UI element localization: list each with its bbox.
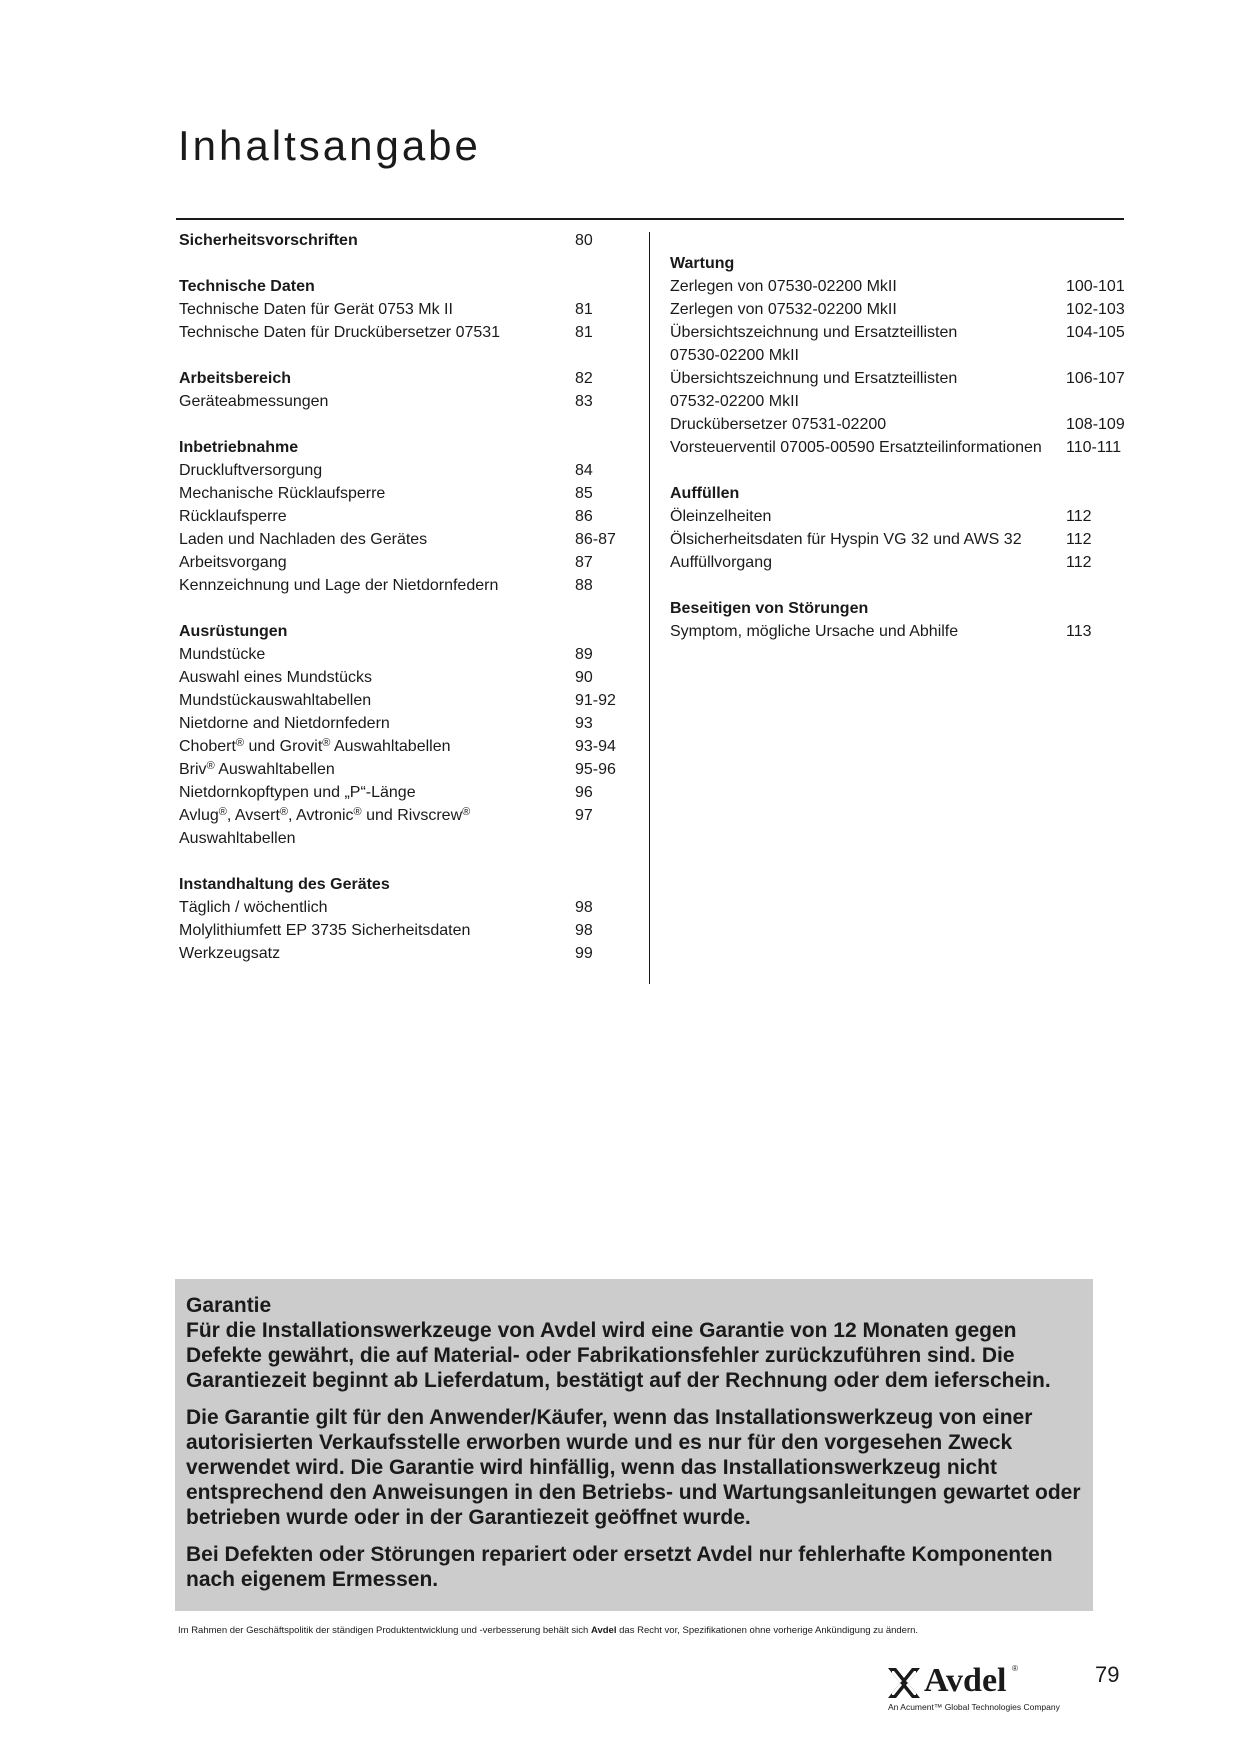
toc-entry bbox=[179, 551, 619, 574]
toc-entry-page: 89 bbox=[575, 646, 593, 663]
toc-entry-label: Druckluftversorgung bbox=[179, 462, 323, 479]
toc-entry-page: 102-103 bbox=[1066, 301, 1125, 318]
toc-entry-page: 112 bbox=[1066, 508, 1092, 525]
toc-entry-label: Kennzeichnung und Lage der Nietdornfedern bbox=[179, 577, 499, 594]
toc-entry-label: Technische Daten für Druckübersetzer 07531 bbox=[179, 324, 501, 341]
toc-entry bbox=[179, 781, 619, 804]
toc-entry bbox=[179, 643, 619, 666]
toc-section-heading bbox=[179, 436, 619, 459]
toc-section-heading bbox=[179, 873, 619, 896]
toc-section bbox=[179, 436, 619, 597]
toc-entry-page: 86 bbox=[575, 508, 593, 525]
toc-entry-page: 112 bbox=[1066, 531, 1092, 548]
toc-entry-label: Täglich / wöchentlich bbox=[179, 899, 328, 916]
toc-entry bbox=[179, 321, 619, 344]
toc-heading-page: 82 bbox=[575, 370, 593, 387]
column-divider bbox=[649, 232, 650, 984]
toc-entry-label: Zerlegen von 07530-02200 MkII bbox=[670, 278, 897, 295]
toc-section bbox=[179, 367, 619, 413]
toc-entry-page: 112 bbox=[1066, 554, 1092, 571]
toc-heading-label: Ausrüstungen bbox=[179, 623, 288, 640]
page-number: 79 bbox=[1095, 1662, 1120, 1687]
toc-entry-label: Ölsicherheitsdaten für Hyspin VG 32 und AWS 32 bbox=[670, 531, 1022, 548]
toc-entry-page: 90 bbox=[575, 669, 593, 686]
avdel-logo-mark-icon bbox=[888, 1668, 920, 1698]
toc-entry bbox=[179, 689, 619, 712]
toc-entry bbox=[179, 528, 619, 551]
toc-entry-page: 106-107 bbox=[1066, 370, 1125, 387]
toc-entry-label: Chobert® und Grovit® Auswahltabellen bbox=[179, 737, 451, 755]
toc-heading-page: 80 bbox=[575, 232, 593, 249]
toc-entry-label: Werkzeugsatz bbox=[179, 945, 281, 962]
toc-entry-page: 99 bbox=[575, 945, 593, 962]
toc-section-heading bbox=[179, 367, 619, 390]
footnote-brand: Avdel bbox=[590, 1625, 617, 1636]
toc-entry-label: Öleinzelheiten bbox=[670, 508, 772, 525]
toc-entry bbox=[179, 574, 619, 597]
toc-heading-label: Auffüllen bbox=[670, 485, 740, 502]
toc-section-heading bbox=[179, 275, 619, 298]
toc-entry bbox=[670, 528, 1130, 551]
toc-entry bbox=[670, 321, 1130, 367]
toc-entry-page: 93-94 bbox=[575, 738, 616, 755]
guarantee-paragraph: Die Garantie gilt für den Anwender/Käufer, wenn das Installationswerkzeug von einer autorisierten Verkaufsstelle erworben wurde und es nur für den vorgesehen Zweck verwendet wird. Die Garantie wird hinfällig, wenn das Installationswerkzeug nicht entsprechend den Anweisungen in den Betriebs- und Wartungsanleitungen gewartet oder betrieben wurde oder in der Garantiezeit geöffnet wurde. bbox=[186, 1406, 1081, 1529]
toc-entry-label: Zerlegen von 07532-02200 MkII bbox=[670, 301, 897, 318]
toc-entry bbox=[670, 620, 1130, 643]
toc-right-column bbox=[670, 252, 1130, 666]
toc-entry-label: Laden und Nachladen des Gerätes bbox=[179, 531, 428, 548]
footnote-text: das Recht vor, Spezifikationen ohne vorherige Ankündigung zu ändern. bbox=[616, 1625, 919, 1636]
footnote-text: Im Rahmen der Geschäftspolitik der ständigen Produktentwicklung und -verbesserung behält sich bbox=[178, 1625, 591, 1636]
toc-entry-label: Rücklaufsperre bbox=[179, 508, 287, 525]
toc-entry-label: Geräteabmessungen bbox=[179, 393, 329, 410]
toc-entry-label: Avlug®, Avsert®, Avtronic® und Rivscrew® Auswahltabellen bbox=[179, 806, 471, 847]
toc-heading-label: Instandhaltung des Gerätes bbox=[179, 876, 390, 893]
toc-entry-label: Arbeitsvorgang bbox=[179, 554, 287, 571]
toc-entry-page: 100-101 bbox=[1066, 278, 1125, 295]
toc-entry bbox=[670, 551, 1130, 574]
toc-entry bbox=[179, 804, 619, 850]
toc-entry-label: Symptom, mögliche Ursache und Abhilfe bbox=[670, 623, 959, 640]
toc-entry-label: Übersichtszeichnung und Ersatzteillisten 07530-02200 MkII bbox=[670, 324, 958, 364]
toc-entry bbox=[670, 505, 1130, 528]
toc-entry-label: Molylithiumfett EP 3735 Sicherheitsdaten bbox=[179, 922, 471, 939]
toc-section bbox=[670, 252, 1130, 459]
toc-entry-label: Mundstückauswahltabellen bbox=[179, 692, 372, 709]
toc-entry-page: 95-96 bbox=[575, 761, 616, 778]
toc-entry-page: 108-109 bbox=[1066, 416, 1125, 433]
toc-entry bbox=[179, 505, 619, 528]
toc-heading-label: Sicherheitsvorschriften bbox=[179, 232, 358, 249]
toc-entry bbox=[670, 436, 1130, 459]
guarantee-box bbox=[175, 1279, 1093, 1611]
toc-section bbox=[670, 597, 1130, 643]
toc-entry-page: 98 bbox=[575, 922, 593, 939]
guarantee-paragraph: Bei Defekten oder Störungen repariert oder ersetzt Avdel nur fehlerhafte Komponenten nach eigenem Ermessen. bbox=[186, 1543, 1053, 1591]
toc-entry-page: 88 bbox=[575, 577, 593, 594]
toc-entry-label: Vorsteuerventil 07005-00590 Ersatzteilinformationen bbox=[670, 439, 1042, 456]
toc-entry-page: 87 bbox=[575, 554, 593, 571]
toc-heading-label: Wartung bbox=[670, 255, 735, 272]
toc-entry bbox=[179, 390, 619, 413]
toc-entry-label: Technische Daten für Gerät 0753 Mk II bbox=[179, 301, 453, 318]
toc-entry-label: Übersichtszeichnung und Ersatzteillisten 07532-02200 MkII bbox=[670, 370, 958, 410]
toc-entry-page: 91-92 bbox=[575, 692, 616, 709]
toc-entry-page: 86-87 bbox=[575, 531, 616, 548]
toc-section-heading bbox=[670, 252, 1130, 275]
toc-entry-page: 85 bbox=[575, 485, 593, 502]
logo-tagline: An Acument™ Global Technologies Company bbox=[888, 1702, 1060, 1712]
guarantee-title: Garantie bbox=[186, 1294, 272, 1317]
toc-entry-page: 83 bbox=[575, 393, 593, 410]
toc-entry bbox=[179, 482, 619, 505]
toc-entry-label: Briv® Auswahltabellen bbox=[179, 760, 335, 778]
toc-entry bbox=[179, 758, 619, 781]
toc-entry bbox=[179, 298, 619, 321]
toc-entry bbox=[179, 919, 619, 942]
toc-entry-page: 98 bbox=[575, 899, 593, 916]
logo-wordmark: Avdel bbox=[924, 1662, 1007, 1699]
toc-entry bbox=[179, 735, 619, 758]
toc-section-heading bbox=[670, 482, 1130, 505]
toc-entry bbox=[179, 666, 619, 689]
toc-section bbox=[179, 275, 619, 344]
toc-entry-page: 104-105 bbox=[1066, 324, 1125, 341]
toc-entry-label: Druckübersetzer 07531-02200 bbox=[670, 416, 887, 433]
footnote bbox=[178, 1625, 918, 1636]
avdel-logo bbox=[888, 1662, 1068, 1716]
title-rule bbox=[176, 218, 1124, 220]
toc-entry-label: Nietdornkopftypen und „P“-Länge bbox=[179, 784, 416, 801]
toc-entry bbox=[670, 298, 1130, 321]
toc-entry-page: 96 bbox=[575, 784, 593, 801]
toc-heading-label: Arbeitsbereich bbox=[179, 370, 292, 387]
toc-entry-label: Nietdorne and Nietdornfedern bbox=[179, 715, 390, 732]
toc-heading-label: Technische Daten bbox=[179, 278, 315, 295]
toc-entry-page: 113 bbox=[1066, 623, 1092, 640]
toc-entry-label: Auffüllvorgang bbox=[670, 554, 772, 571]
toc-heading-label: Inbetriebnahme bbox=[179, 439, 299, 456]
toc-entry bbox=[179, 459, 619, 482]
toc-section bbox=[179, 873, 619, 965]
toc-entry-page: 97 bbox=[575, 807, 593, 824]
toc-left-column bbox=[179, 229, 619, 988]
guarantee-paragraph: Für die Installationswerkzeuge von Avdel wird eine Garantie von 12 Monaten gegen Defekte gewährt, die auf Material- oder Fabrikationsfehler zurückzuführen sind. Die Garantiezeit beginnt ab Lieferdatum, bestätigt auf der Rechnung oder dem ieferschein. bbox=[186, 1319, 1051, 1392]
toc-entry-page: 93 bbox=[575, 715, 593, 732]
toc-section-heading bbox=[179, 229, 619, 252]
page-title: Inhaltsangabe bbox=[178, 122, 481, 169]
toc-entry-label: Auswahl eines Mundstücks bbox=[179, 669, 372, 686]
toc-entry-page: 110-111 bbox=[1066, 439, 1122, 456]
logo-registered: ® bbox=[1012, 1664, 1018, 1673]
toc-entry bbox=[670, 367, 1130, 413]
toc-section-heading bbox=[179, 620, 619, 643]
toc-heading-label: Beseitigen von Störungen bbox=[670, 600, 869, 617]
toc-section bbox=[179, 620, 619, 850]
toc-entry bbox=[179, 712, 619, 735]
toc-entry bbox=[670, 413, 1130, 436]
toc-section bbox=[670, 482, 1130, 574]
toc-entry bbox=[179, 942, 619, 965]
toc-entry bbox=[670, 275, 1130, 298]
toc-entry-page: 81 bbox=[575, 324, 593, 341]
toc-entry-label: Mechanische Rücklaufsperre bbox=[179, 485, 386, 502]
toc-entry-label: Mundstücke bbox=[179, 646, 266, 663]
toc-entry bbox=[179, 896, 619, 919]
toc-section-heading bbox=[670, 597, 1130, 620]
toc-entry-page: 84 bbox=[575, 462, 593, 479]
toc-entry-page: 81 bbox=[575, 301, 593, 318]
toc-section bbox=[179, 229, 619, 252]
